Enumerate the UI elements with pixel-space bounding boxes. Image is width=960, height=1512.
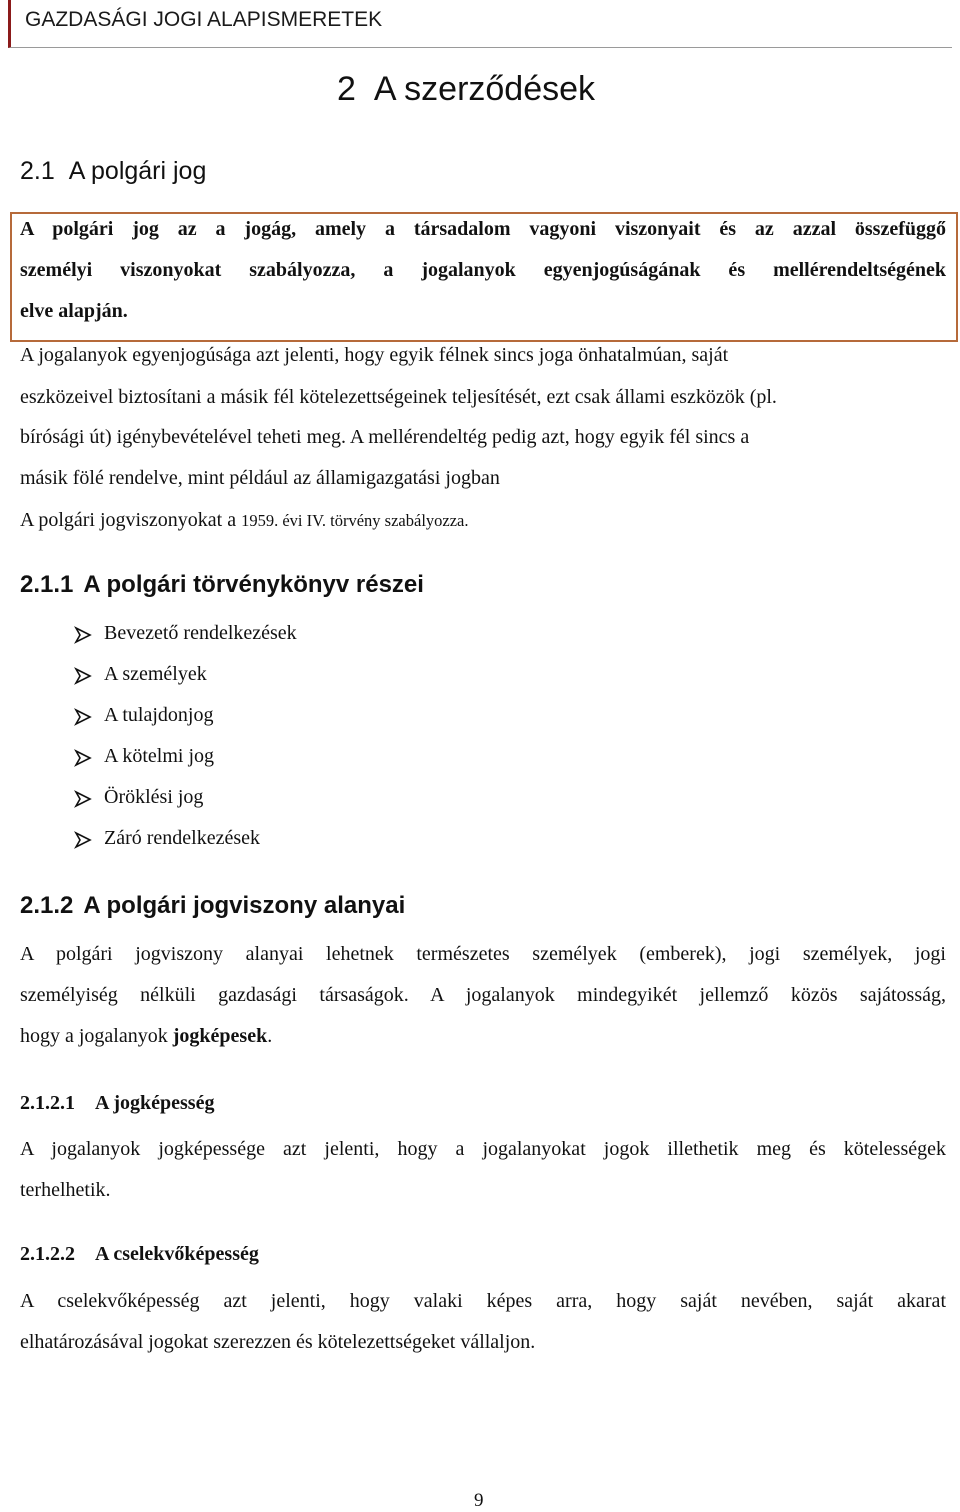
subsection-heading	[20, 892, 405, 920]
chapter-title: A szerződések	[373, 70, 596, 108]
subsubsection-number: 2.1.2.1	[20, 1092, 75, 1114]
emphasized-term: jogképesek	[172, 1025, 268, 1047]
list-item-label: Bevezető rendelkezések	[104, 622, 297, 644]
paragraph-line: terhelhetik.	[20, 1179, 111, 1201]
definition-line: személyi viszonyokat szabályozza, a jogalanyok egyenjogúságának és mellérendeltségének	[20, 259, 946, 281]
subsubsection-number: 2.1.2.2	[20, 1243, 75, 1265]
explanation-line	[20, 509, 469, 532]
subsubsection-title: A jogképesség	[95, 1092, 215, 1114]
subsection-number: 2.1.2	[20, 892, 74, 919]
explanation-line: másik fölé rendelve, mint például az államigazgatási jogban	[20, 467, 500, 489]
explanation-line: eszközeivel biztosítani a másik fél kötelezettségeinek teljesítését, ezt csak állami eszközök (pl.	[20, 386, 777, 408]
subsection-number: 2.1.1	[20, 571, 74, 598]
running-header	[8, 0, 952, 48]
paragraph-line: A cselekvőképesség azt jelenti, hogy valaki képes arra, hogy saját nevében, saját akarat	[20, 1290, 946, 1312]
paragraph-text: hogy a jogalanyok	[20, 1025, 173, 1047]
explanation-line: bírósági út) igénybevételével teheti meg. A mellérendeltég pedig azt, hogy egyik fél sincs a	[20, 426, 750, 448]
explanation-line: A jogalanyok egyenjogúsága azt jelenti, hogy egyik félnek sincs joga önhatalmúan, saját	[20, 344, 729, 366]
list-item-label: Öröklési jog	[104, 786, 204, 808]
subsection-title: A polgári törvénykönyv részei	[83, 571, 424, 598]
paragraph-line	[20, 1025, 272, 1048]
subsubsection-heading	[20, 1092, 214, 1115]
definition-line: elve alapján.	[20, 300, 128, 322]
list-item-label: A személyek	[104, 663, 207, 685]
paragraph-text: .	[267, 1025, 273, 1047]
list-item-label: Záró rendelkezések	[104, 827, 261, 849]
subsection-heading	[20, 571, 424, 599]
paragraph-line: elhatározásával jogokat szerezzen és kötelezettségeket vállaljon.	[20, 1331, 536, 1353]
definition-line: A polgári jog az a jogág, amely a társadalom vagyoni viszonyait és az azzal összefüggő	[20, 218, 946, 240]
arrow-bullet-icon	[74, 667, 92, 685]
arrow-bullet-icon	[74, 749, 92, 767]
chapter-number: 2	[337, 70, 356, 108]
arrow-bullet-icon	[74, 626, 92, 644]
list-item-label: A kötelmi jog	[104, 745, 214, 767]
law-reference: 1959. évi IV. törvény szabályozza.	[241, 511, 469, 530]
paragraph-line: A jogalanyok jogképessége azt jelenti, hogy a jogalanyokat jogok illethetik meg és kötelességek	[20, 1138, 946, 1160]
subsection-title: A polgári jogviszony alanyai	[83, 892, 406, 919]
paragraph-line: személyiség nélküli gazdasági társaságok. A jogalanyok mindegyikét jellemző közös sajátosság,	[20, 984, 946, 1006]
paragraph-line: A polgári jogviszony alanyai lehetnek természetes személyek (emberek), jogi személyek, jogi	[20, 943, 946, 965]
subsubsection-heading	[20, 1243, 259, 1266]
explanation-text: A polgári jogviszonyokat a	[20, 509, 242, 531]
subsubsection-title: A cselekvőképesség	[95, 1243, 259, 1265]
arrow-bullet-icon	[74, 708, 92, 726]
section-heading	[20, 157, 206, 186]
arrow-bullet-icon	[74, 790, 92, 808]
running-header-title: GAZDASÁGI JOGI ALAPISMERETEK	[25, 8, 383, 31]
list-item-label: A tulajdonjog	[104, 704, 214, 726]
section-number: 2.1	[20, 157, 55, 185]
section-title: A polgári jog	[68, 157, 207, 185]
page-number: 9	[474, 1490, 484, 1511]
chapter-heading	[337, 70, 595, 109]
arrow-bullet-icon	[74, 831, 92, 849]
